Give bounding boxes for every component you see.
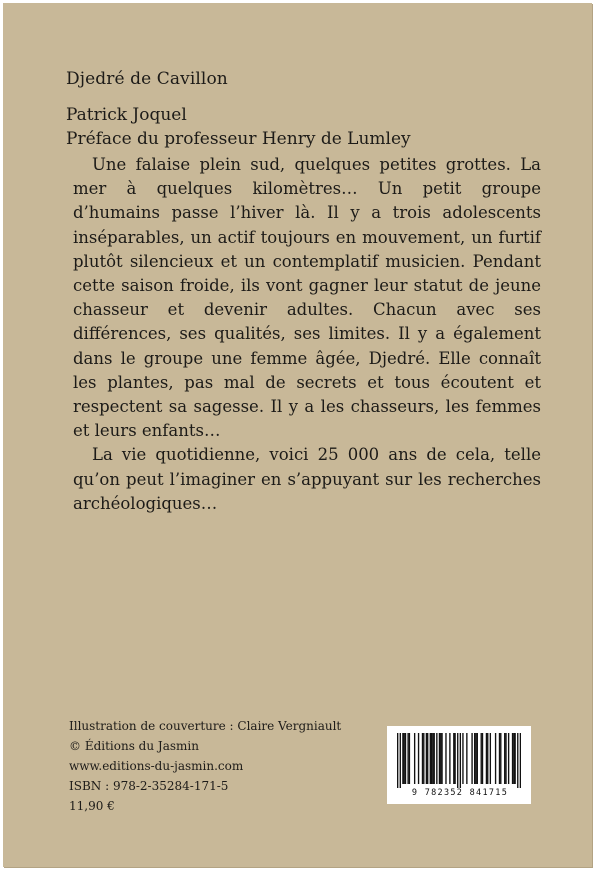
barcode-bar [427,733,428,784]
barcode-bar [514,733,515,784]
blurb [73,153,541,516]
barcode-bar [462,733,463,784]
barcode-bar [418,733,419,784]
preface-credit: Préface du professeur Henry de Lumley [66,129,411,149]
barcode-bar [439,733,440,784]
barcode-bar [405,733,406,784]
blurb-paragraph: Une falaise plein sud, quelques petites grottes. La mer à quelques kilomètres… Un petit groupe d’humains passe l’hiver là. Il y a trois adolescents inséparables, un actif toujours en mouvement, un furtif plutôt silencieux et un contemplatif musicien. Pendant cette saison froide, ils vont gagner leur statut de jeune chasseur et devenir adultes. Chacun avec ses différences, ses qualités, ses limites. Il y a également dans le groupe une femme âgée, Djedré. Elle connaît les plantes, pas mal de secrets et tous écoutent et respectent sa sagesse. Il y a les chasseurs, les femmes et leurs enfants… [73,155,541,441]
barcode-bar [400,733,401,788]
barcode-bar [504,733,505,784]
blurb-paragraph: La vie quotidienne, voici 25 000 ans de cela, telle qu’on peut l’imaginer en s’appuyant sur les recherches archéologiques… [73,445,541,513]
barcode-bar [513,733,514,784]
barcode-bar [404,733,405,784]
barcode-bar [423,733,424,784]
barcode-bar [457,733,458,788]
barcode-bar [460,733,461,788]
barcode-bar [486,733,487,784]
barcode-bar [471,733,472,784]
barcode-bar [482,733,483,784]
barcode-bar [475,733,476,784]
price: 11,90 € [69,799,115,813]
barcode-bar [477,733,478,784]
barcode-bar [520,733,521,788]
barcode-bar [449,733,450,784]
barcode-bar [474,733,475,784]
barcode-bar [508,733,509,784]
barcode-bar [422,733,423,784]
publisher-website: www.editions-du-jasmin.com [69,759,244,773]
book-author: Patrick Joquel [66,105,187,125]
barcode-bar [402,733,403,784]
barcode-bar [500,733,501,784]
publisher-copyright: © Éditions du Jasmin [69,739,199,753]
barcode-bars [397,733,521,788]
illustration-credit: Illustration de couverture : Claire Vergniault [69,719,342,733]
barcode [387,726,531,804]
barcode-digits: 9 782352 841715 [411,788,509,798]
barcode-bar [431,733,432,784]
barcode-bar [441,733,442,784]
barcode-bar [466,733,467,784]
barcode-bar [505,733,506,784]
barcode-bar [490,733,491,784]
barcode-bar [517,733,518,788]
barcode-bar [445,733,446,784]
barcode-bar [454,733,455,784]
book-title: Djedré de Cavillon [66,69,228,89]
barcode-bar [495,733,496,784]
barcode-bar [512,733,513,784]
barcode-bar [434,733,435,784]
barcode-bar [426,733,427,784]
barcode-bar [407,733,408,784]
barcode-bar [487,733,488,784]
barcode-bar [397,733,398,788]
barcode-bar [453,733,454,784]
barcode-bar [436,733,437,784]
barcode-bar [499,733,500,784]
isbn: ISBN : 978-2-35284-171-5 [69,779,229,793]
publication-credits [69,716,341,816]
barcode-bar [414,733,415,784]
barcode-bar [430,733,431,784]
back-cover [3,3,592,867]
barcode-bar [432,733,433,784]
barcode-bar [481,733,482,784]
barcode-bar [440,733,441,784]
barcode-bar [409,733,410,784]
